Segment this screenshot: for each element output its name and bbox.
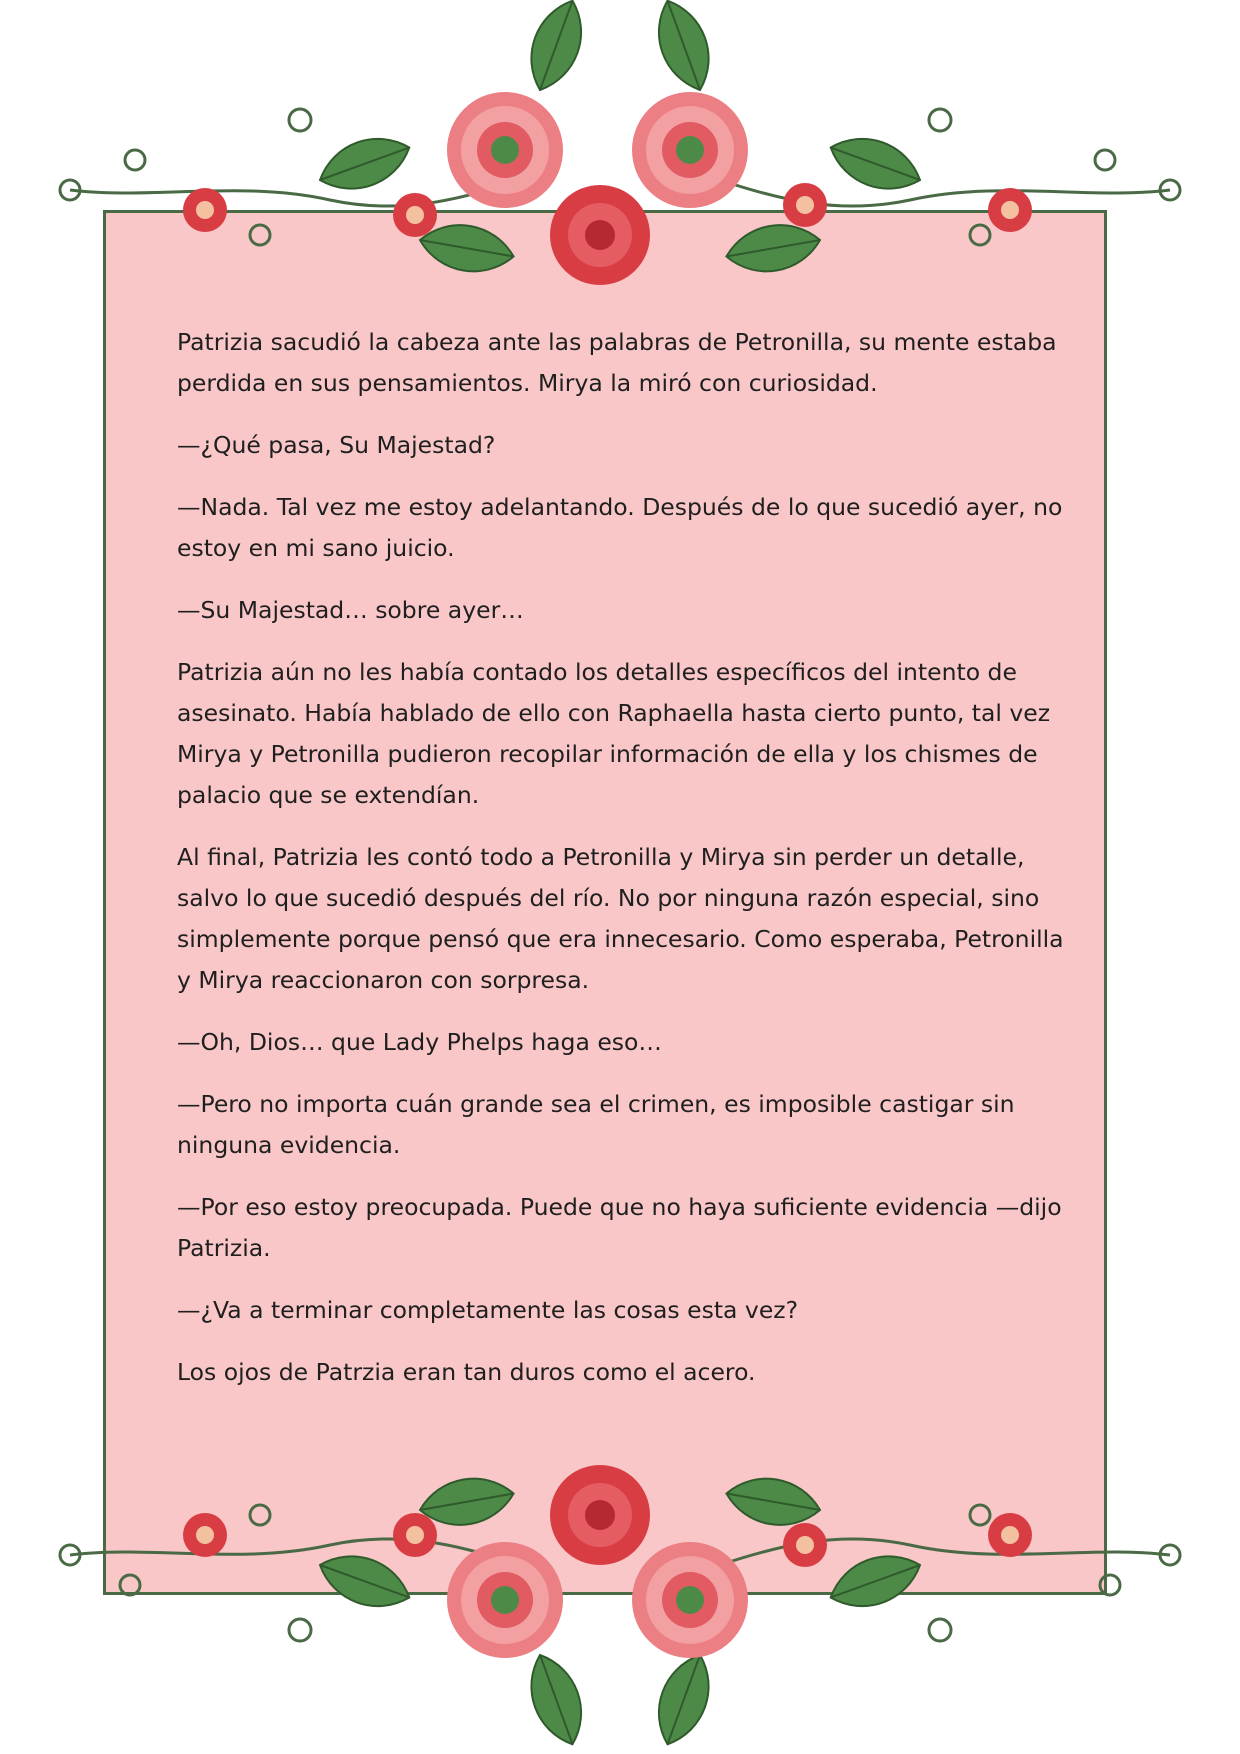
paragraph: Patrizia aún no les había contado los detalles específicos del intento de asesinato. Había hablado de ello con Raphaella hasta cierto punto, tal vez Mirya y Petronilla pudieron recopilar información de ella y los chismes de palacio que se extendían. — [177, 658, 1051, 809]
dialogue-line: —Nada. Tal vez me estoy adelantando. Después de lo que sucedió ayer, no estoy en mi sano juicio. — [177, 493, 1063, 562]
floral-garland-top — [0, 0, 1240, 330]
story-text — [177, 322, 1077, 1414]
paragraph: Al final, Patrizia les contó todo a Petronilla y Mirya sin perder un detalle, salvo lo que sucedió después del río. No por ninguna razón especial, sino simplemente porque pensó que era innecesario. Como esperaba, Petronilla y Mirya reaccionaron con sorpresa. — [177, 843, 1064, 994]
dialogue-line: —Por eso estoy preocupada. Puede que no haya suficiente evidencia —dijo Patrizia. — [177, 1193, 1062, 1262]
floral-garland-bottom — [0, 1415, 1240, 1754]
paragraph: Patrizia sacudió la cabeza ante las palabras de Petronilla, su mente estaba perdida en sus pensamientos. Mirya la miró con curiosidad. — [177, 328, 1057, 397]
dialogue-line: —¿Va a terminar completamente las cosas esta vez? — [177, 1296, 799, 1324]
dialogue-line: —Oh, Dios… que Lady Phelps haga eso… — [177, 1028, 662, 1056]
dialogue-line: —Su Majestad… sobre ayer… — [177, 596, 524, 624]
dialogue-line: —¿Qué pasa, Su Majestad? — [177, 431, 496, 459]
dialogue-line: —Pero no importa cuán grande sea el crimen, es imposible castigar sin ninguna evidencia. — [177, 1090, 1015, 1159]
paragraph: Los ojos de Patrzia eran tan duros como el acero. — [177, 1358, 756, 1386]
